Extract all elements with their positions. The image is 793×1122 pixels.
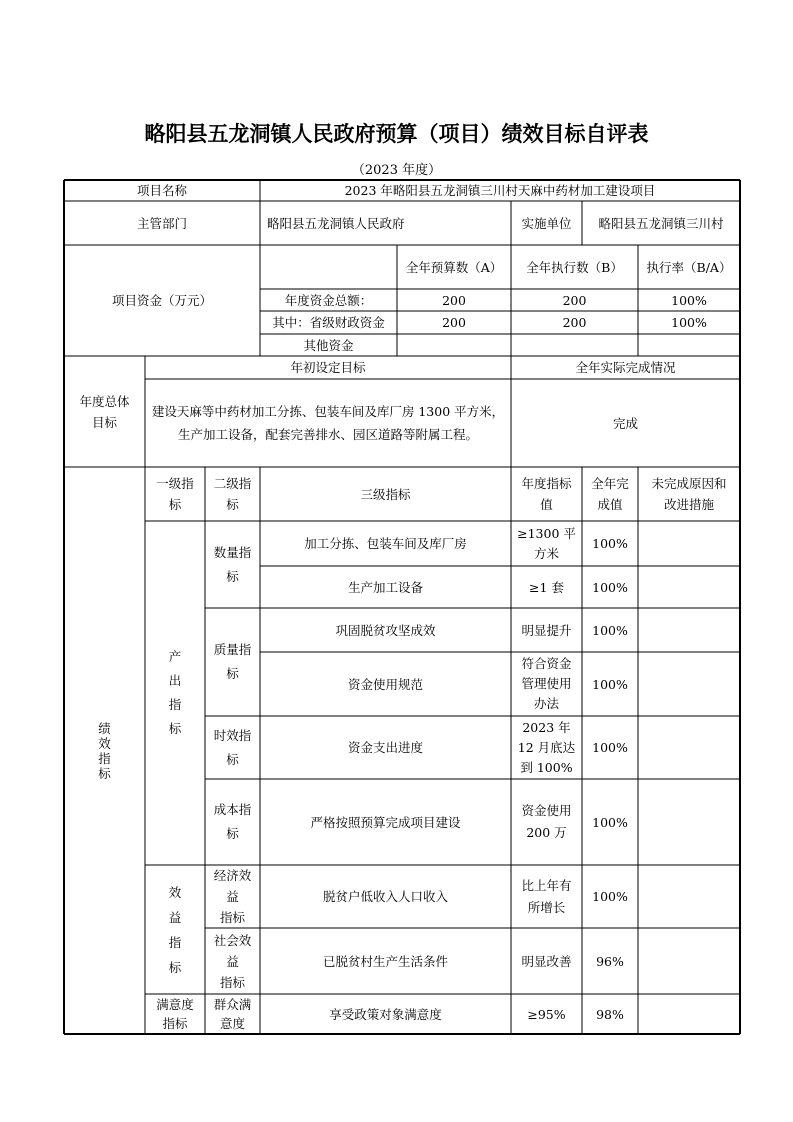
indicator-reason: [638, 521, 740, 566]
funds-row-budget: [397, 334, 511, 356]
indicator-name: 已脱贫村生产生活条件: [322, 953, 448, 969]
funds-row-exec: 200: [562, 292, 587, 308]
indicator-actual: 100%: [592, 536, 628, 551]
indicator-name: 加工分拣、包装车间及库厂房: [304, 536, 467, 551]
page-subtitle: （2023 年度）: [351, 163, 442, 178]
header-reason: 未完成原因和 改进措施: [651, 476, 727, 512]
header-target: 年度指标 值: [521, 476, 572, 512]
indicator-actual: 100%: [592, 814, 628, 830]
level2-social: 社会效 益 指标: [213, 932, 252, 990]
dept-label: 主管部门: [136, 215, 187, 231]
indicator-reason: [638, 779, 740, 865]
indicator-name: 巩固脱贫攻坚成效: [335, 622, 436, 638]
dept-value: 略阳县五龙洞镇人民政府: [267, 215, 405, 231]
goals-actual-text: 完成: [612, 415, 638, 431]
goals-label: 年度总体 目标: [79, 393, 130, 430]
funds-col-exec: 全年执行数（B）: [526, 259, 623, 275]
funds-row-rate: [638, 334, 740, 356]
indicator-actual: 96%: [596, 953, 624, 969]
header-level3: 三级指标: [360, 486, 411, 502]
goals-initial-header: 年初设定目标: [290, 360, 366, 375]
indicator-actual: 100%: [592, 622, 628, 638]
indicator-reason: [638, 994, 740, 1034]
indicator-name: 资金支出进度: [347, 740, 423, 755]
header-level1: 一级指 标: [156, 476, 194, 512]
indicator-target: ≥95%: [527, 1006, 566, 1022]
goals-initial-text: 建设天麻等中药材加工分拣、包装车间及库厂房 1300 平方米， 生产加工设备，配套完善排水、园区道路等附属工程。: [151, 404, 505, 442]
level2-economic: 经济效 益 指标: [213, 868, 252, 925]
indicator-target: 明显改善: [521, 953, 572, 969]
goals-actual-header: 全年实际完成情况: [575, 360, 676, 375]
indicator-reason: [638, 608, 740, 652]
indicator-target: 明显提升: [521, 622, 572, 638]
indicator-actual: 100%: [592, 889, 628, 904]
funds-row-budget: 200: [442, 315, 466, 330]
header-level2: 二级指 标: [213, 476, 252, 512]
level2-public: 群众满 意度: [213, 997, 252, 1031]
funds-label: 项目资金（万元）: [111, 293, 212, 308]
level2-timeliness: 时效指 标: [213, 727, 252, 767]
indicator-reason: [638, 652, 740, 716]
indicator-reason: [638, 928, 740, 994]
level2-cost: 成本指 标: [213, 802, 252, 841]
indicator-actual: 100%: [592, 676, 628, 692]
indicator-reason: [638, 566, 740, 608]
funds-row-rate: 100%: [671, 292, 707, 308]
indicators-section-label: 绩 效 指 标: [98, 720, 111, 781]
project-name-value: 2023 年略阳县五龙洞镇三川村天麻中药材加工建设项目: [344, 183, 656, 198]
indicator-reason: [638, 716, 740, 779]
indicator-actual: 98%: [596, 1006, 624, 1022]
funds-row-label: 年度资金总额：: [284, 292, 373, 308]
indicator-target: 2023 年 12 月底达 到 100%: [517, 719, 576, 775]
funds-row-label: 其他资金: [303, 337, 354, 353]
indicator-target: ≥1 套: [529, 579, 564, 595]
funds-row-label: 其中：省级财政资金: [272, 315, 385, 330]
indicator-name: 生产加工设备: [347, 579, 423, 595]
header-actual: 全年完 成值: [591, 476, 629, 512]
level1-output: 产 出 指 标: [168, 649, 182, 736]
impl-value: 略阳县五龙洞镇三川村: [598, 215, 724, 231]
indicator-target: 资金使用 200 万: [521, 803, 572, 840]
impl-label: 实施单位: [521, 215, 572, 231]
indicator-name: 资金使用规范: [347, 676, 423, 692]
funds-row-budget: 200: [442, 292, 466, 308]
indicator-reason: [638, 865, 740, 928]
indicator-name: 严格按照预算完成项目建设: [310, 814, 461, 830]
indicator-target: ≥1300 平 方米: [517, 525, 576, 561]
funds-row-exec: [511, 334, 638, 356]
project-name-label: 项目名称: [136, 183, 187, 198]
indicator-name: 脱贫户低收入人口收入: [322, 889, 448, 904]
indicator-target: 比上年有 所增长: [521, 877, 572, 915]
level2-quality: 质量指 标: [213, 642, 252, 681]
level2-quantity: 数量指 标: [213, 544, 252, 584]
level1-effect: 效 益 指 标: [168, 884, 182, 975]
level1-satisfaction: 满意度 指标: [156, 997, 194, 1031]
funds-col-budget: 全年预算数（A）: [405, 259, 503, 275]
indicator-target: 符合资金 管理使用 办法: [521, 656, 572, 711]
indicator-actual: 100%: [592, 740, 628, 755]
indicator-actual: 100%: [592, 579, 628, 595]
page-title: 略阳县五龙洞镇人民政府预算（项目）绩效目标自评表: [144, 122, 649, 146]
funds-row-exec: 200: [562, 315, 587, 330]
funds-row-rate: 100%: [671, 315, 707, 330]
funds-col-rate: 执行率（B/A）: [646, 259, 732, 275]
indicator-name: 享受政策对象满意度: [329, 1006, 442, 1022]
